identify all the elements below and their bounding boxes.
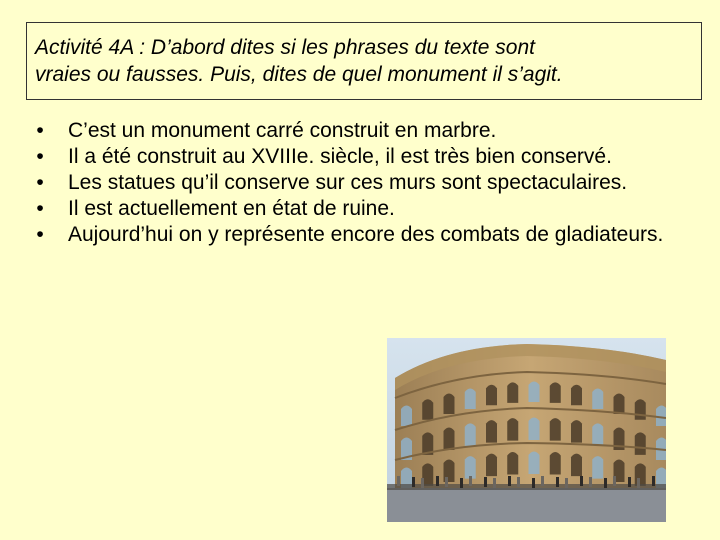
bullet-icon: •	[36, 119, 44, 142]
visitor	[484, 477, 487, 487]
visitor	[460, 478, 463, 488]
statement-item	[30, 222, 670, 247]
visitor	[556, 477, 559, 487]
arch	[465, 389, 476, 409]
arch	[550, 452, 561, 474]
visitor	[508, 476, 511, 486]
arch	[507, 418, 518, 441]
visitor	[613, 476, 616, 486]
arch	[444, 428, 455, 451]
activity-title-line-2: vraies ou fausses. Puis, dites de quel monument il s’agit.	[35, 63, 563, 86]
arch	[486, 454, 497, 477]
visitor	[637, 478, 640, 488]
arch	[656, 406, 666, 427]
arch	[550, 418, 561, 441]
visitor	[421, 478, 424, 488]
arch	[422, 399, 433, 420]
arch	[529, 452, 540, 475]
arch	[635, 463, 646, 486]
arch	[486, 420, 497, 443]
arch	[507, 452, 518, 474]
visitor	[517, 477, 520, 487]
visitor	[436, 476, 439, 486]
statement-item	[30, 170, 670, 195]
arch	[571, 454, 582, 477]
statement-text: Il a été construit au XVIIIe. siècle, il est très bien conservé.	[68, 145, 612, 168]
visitor	[532, 478, 535, 488]
arch	[614, 394, 625, 415]
visitor	[412, 477, 415, 487]
activity-title-line-1: Activité 4A : D’abord dites si les phrases du texte sont	[35, 36, 535, 59]
statement-text: Aujourd’hui on y représente encore des combats de gladiateurs.	[68, 223, 664, 246]
visitor	[589, 477, 592, 487]
statement-text: Il est actuellement en état de ruine.	[68, 197, 395, 220]
arch	[529, 418, 540, 441]
statement-item	[30, 196, 670, 221]
arch	[571, 420, 582, 443]
arch	[592, 456, 603, 479]
statement-text: C’est un monument carré construit en marbre.	[68, 119, 497, 142]
arch	[444, 394, 455, 415]
statement-list	[30, 118, 670, 248]
visitor	[445, 477, 448, 487]
statement-item	[30, 144, 670, 169]
arch	[592, 389, 603, 409]
visitor	[397, 476, 400, 486]
arch	[401, 406, 412, 427]
arch	[465, 423, 476, 446]
visitor	[565, 478, 568, 488]
visitor	[580, 476, 583, 486]
arch	[507, 382, 518, 403]
bullet-icon: •	[36, 145, 44, 168]
bullet-icon: •	[36, 197, 44, 220]
arch	[486, 385, 497, 406]
visitor	[604, 478, 607, 488]
statement-item	[30, 118, 670, 143]
visitor	[541, 476, 544, 486]
arch	[635, 432, 646, 455]
visitor	[628, 477, 631, 487]
bullet-icon: •	[36, 171, 44, 194]
colosseum-photo	[387, 338, 666, 522]
arch	[529, 382, 540, 403]
arch	[635, 399, 646, 420]
bullet-icon: •	[36, 223, 44, 246]
visitor	[469, 476, 472, 486]
arch	[571, 385, 582, 406]
statement-text: Les statues qu’il conserve sur ces murs sont spectaculaires.	[68, 171, 628, 194]
arch	[465, 456, 476, 479]
arch	[550, 382, 561, 403]
visitor	[652, 476, 655, 486]
activity-title-box	[26, 22, 702, 100]
visitor	[493, 478, 496, 488]
arch	[592, 423, 603, 446]
ground-area	[387, 488, 666, 522]
